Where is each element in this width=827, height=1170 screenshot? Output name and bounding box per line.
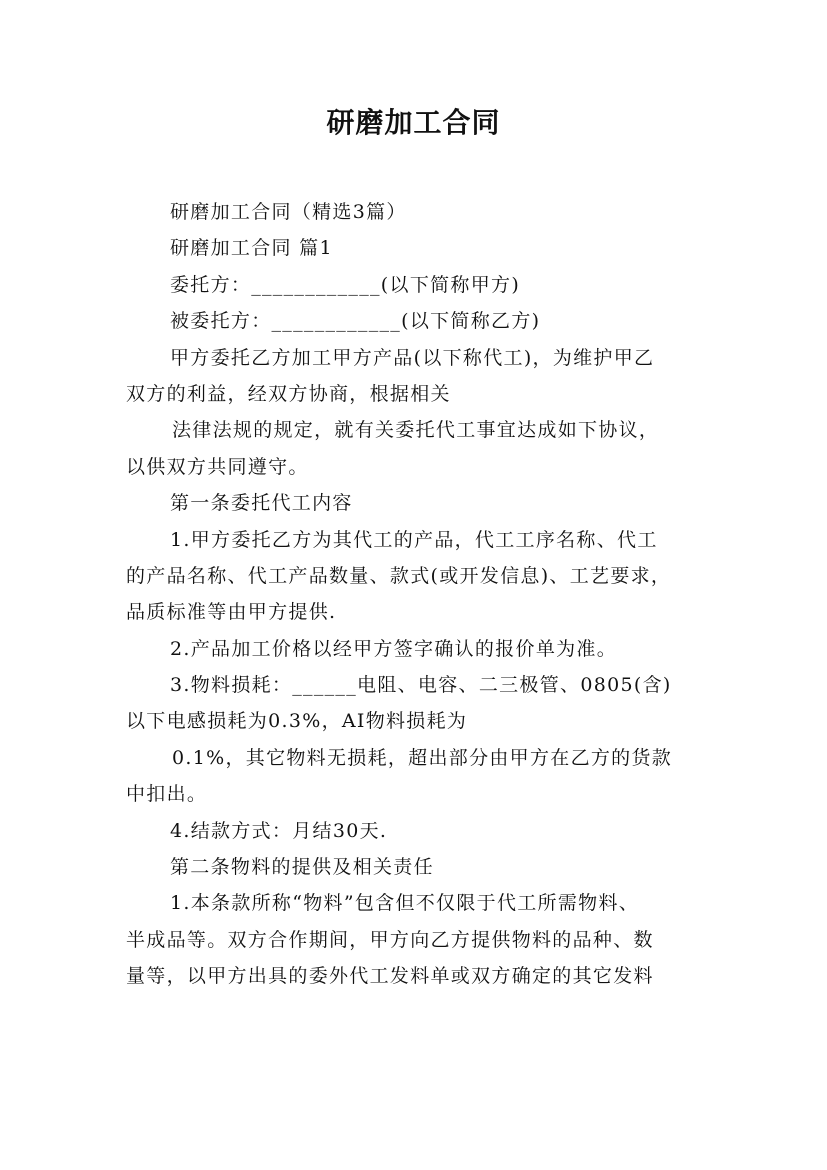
document-body [126,194,704,995]
text-line: 的产品名称、代工产品数量、款式(或开发信息)、工艺要求， [126,564,672,587]
text-line: 被委托方：____________(以下简称乙方) [170,310,541,333]
text-line: 委托方：____________(以下简称甲方) [170,273,521,296]
section-heading: 第二条物料的提供及相关责任 [170,856,434,879]
text-line: 法律法规的规定，就有关委托代工事宜达成如下协议， [172,419,660,442]
text-line: 3.物料损耗：______电阻、电容、二三极管、0805(含) [170,674,672,697]
document-title: 研磨加工合同 [326,106,501,139]
text-line: 研磨加工合同 篇1 [170,237,333,260]
text-line: 中扣出。 [126,783,208,806]
text-line: 2.产品加工价格以经甲方签字确认的报价单为准。 [170,637,618,660]
text-line: 0.1%，其它物料无损耗，超出部分由甲方在乙方的货款 [172,746,673,769]
text-line: 半成品等。双方合作期间，甲方向乙方提供物料的品种、数 [126,928,654,951]
text-line: 品质标准等由甲方提供. [126,601,337,624]
text-line: 以供双方共同遵守。 [126,455,309,478]
text-line: 双方的利益，经双方协商，根据相关 [126,382,451,405]
text-line: 1.本条款所称“物料”包含但不仅限于代工所需物料、 [170,892,640,915]
text-line: 4.结款方式：月结30天. [170,819,388,842]
text-line: 甲方委托乙方加工甲方产品(以下称代工)，为维护甲乙 [170,346,655,369]
text-line: 研磨加工合同（精选3篇） [170,201,407,223]
section-heading: 第一条委托代工内容 [170,492,353,515]
text-line: 1.甲方委托乙方为其代工的产品，代工工序名称、代工 [170,528,658,551]
text-line: 量等，以甲方出具的委外代工发料单或双方确定的其它发料 [126,965,654,988]
text-line: 以下电感损耗为0.3%，AI物料损耗为 [126,710,468,733]
